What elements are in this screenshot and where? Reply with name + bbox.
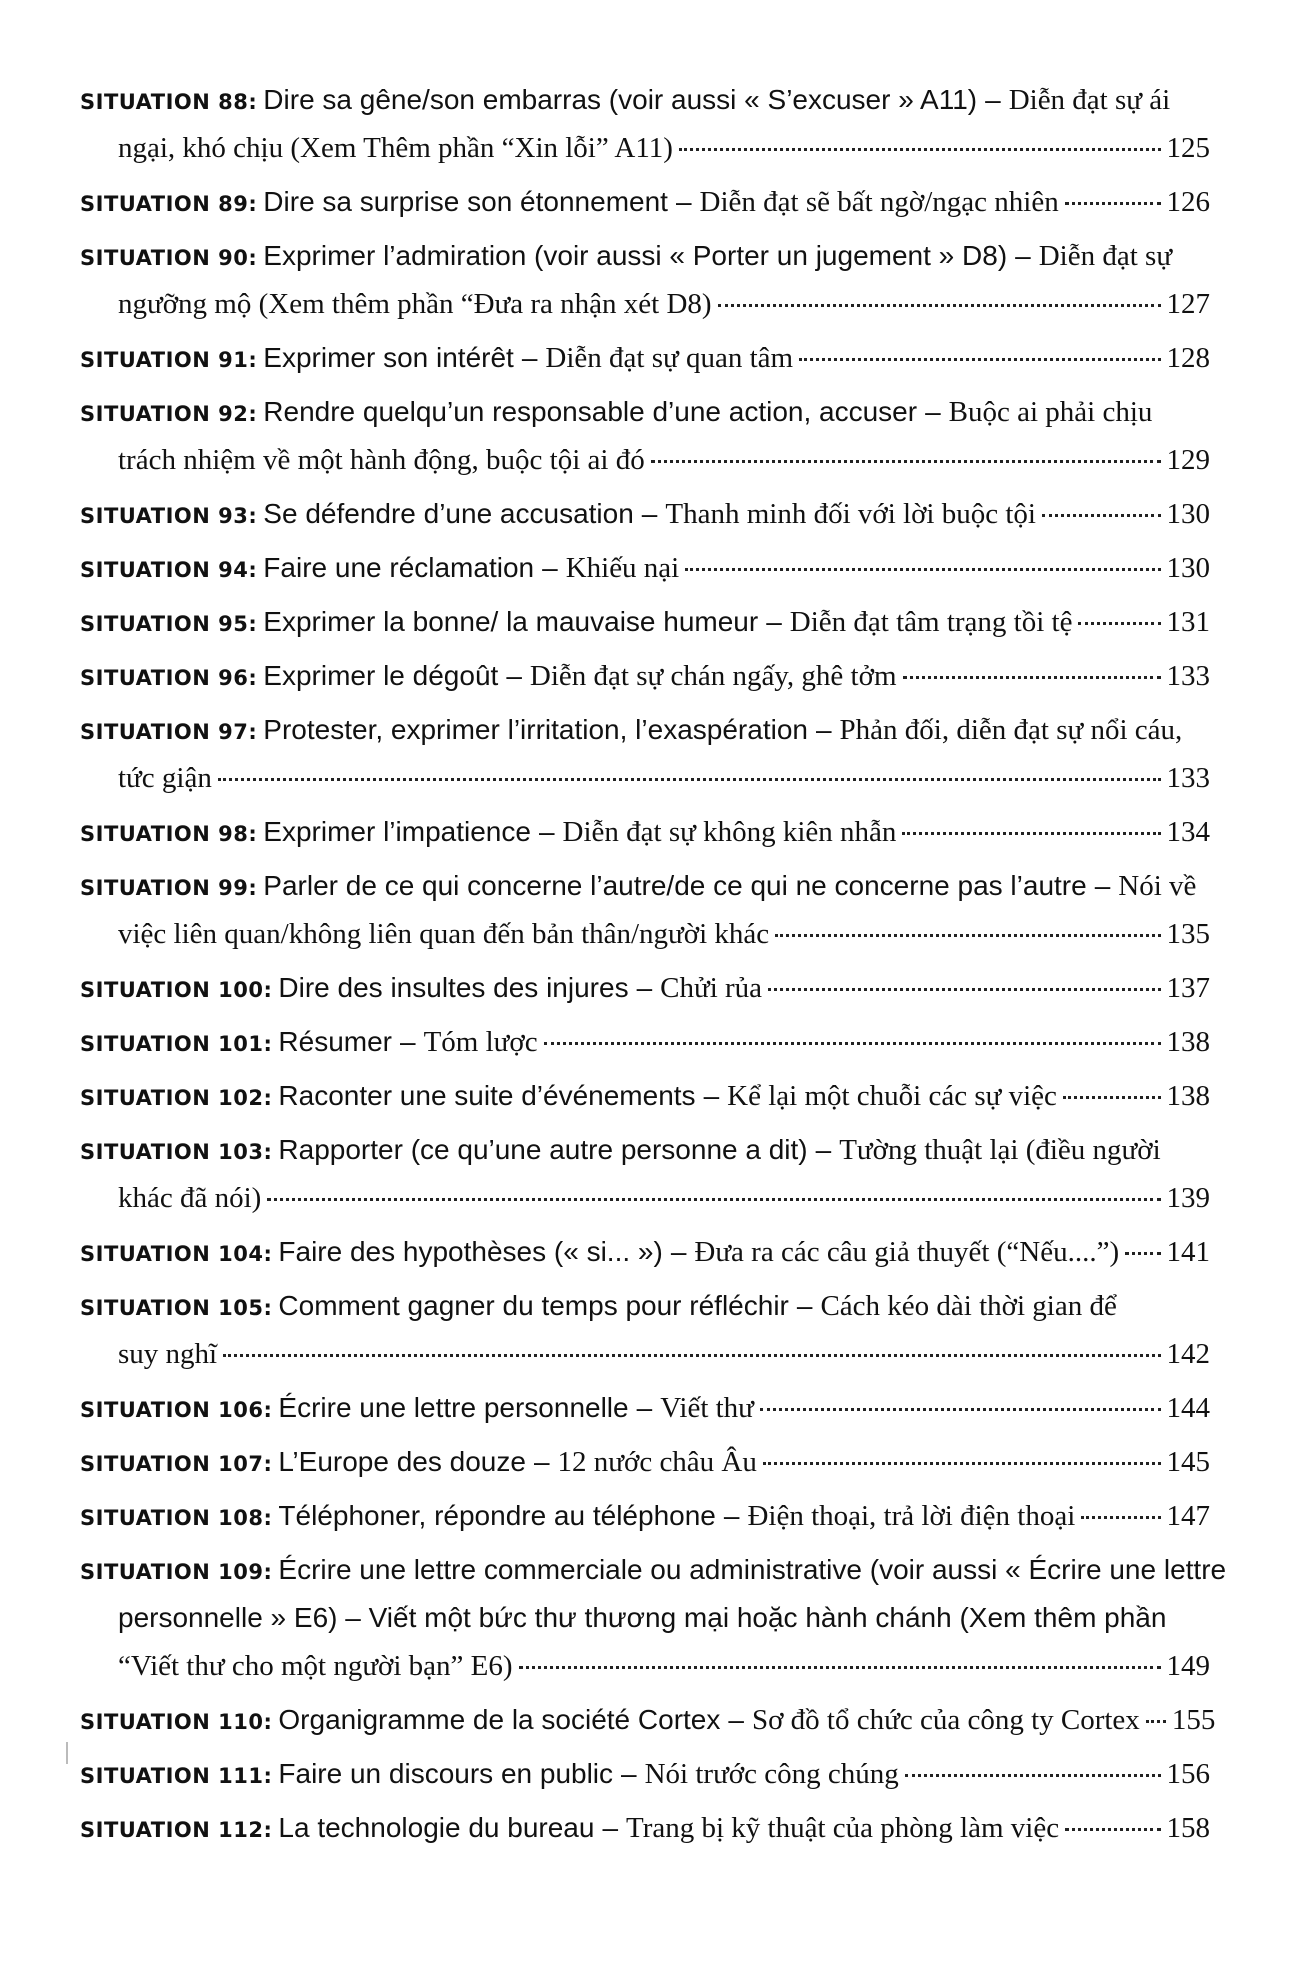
toc-entry-line xyxy=(80,1642,1210,1690)
title-separator: – xyxy=(728,1704,744,1735)
page-number: 125 xyxy=(1166,132,1210,164)
toc-entry-line xyxy=(80,862,1210,910)
toc-entry xyxy=(80,1750,1210,1798)
page-number: 142 xyxy=(1166,1338,1210,1370)
page-number: 138 xyxy=(1166,1026,1210,1058)
toc-entry-line xyxy=(80,334,1210,382)
page-number: 126 xyxy=(1166,186,1210,218)
vietnamese-title: Tóm lược xyxy=(423,1026,538,1058)
toc-entry-line xyxy=(80,1546,1227,1594)
page-number: 127 xyxy=(1166,288,1210,320)
vietnamese-title: Phản đối, diễn đạt sự nổi cáu, xyxy=(839,714,1183,746)
continuation-text: trách nhiệm về một hành động, buộc tội ai đó xyxy=(118,444,645,476)
page-number: 130 xyxy=(1166,498,1210,530)
toc-entry xyxy=(80,964,1210,1012)
french-title: Résumer xyxy=(278,1026,392,1057)
toc-entry-line xyxy=(80,598,1210,646)
vietnamese-title: Khiếu nại xyxy=(565,552,680,584)
vietnamese-title: Thanh minh đối với lời buộc tội xyxy=(665,498,1036,530)
french-title: Exprimer l’admiration (voir aussi « Porter un jugement » D8) xyxy=(263,240,1008,271)
vietnamese-title: Cách kéo dài thời gian để xyxy=(820,1290,1117,1322)
page-number: 158 xyxy=(1166,1812,1210,1844)
toc-entry-line xyxy=(80,1594,1210,1642)
french-title: Écrire une lettre commerciale ou administrative (voir aussi « Écrire une lettre xyxy=(278,1554,1227,1585)
french-title: Rendre quelqu’un responsable d’une action, accuser xyxy=(263,396,918,427)
dot-leader xyxy=(651,460,1161,463)
french-title: Dire sa surprise son étonnement xyxy=(263,186,668,217)
page-number: 155 xyxy=(1171,1704,1216,1736)
title-separator: – xyxy=(925,396,941,427)
toc-entry xyxy=(80,76,1210,172)
page-number: 144 xyxy=(1166,1392,1210,1424)
toc-entry-line xyxy=(80,1126,1210,1174)
situation-label: SITUATION 97: xyxy=(80,720,258,744)
continuation-text: tức giận xyxy=(118,762,212,794)
situation-label: SITUATION 109: xyxy=(80,1560,273,1584)
toc-entry xyxy=(80,862,1210,958)
vietnamese-title: Diễn đạt sẽ bất ngờ/ngạc nhiên xyxy=(699,186,1059,218)
situation-label: SITUATION 112: xyxy=(80,1818,273,1842)
toc-entry xyxy=(80,1546,1227,1690)
vietnamese-title: Trang bị kỹ thuật của phòng làm việc xyxy=(626,1812,1060,1844)
title-separator: – xyxy=(985,84,1001,115)
vietnamese-title: Diễn đạt sự ái xyxy=(1008,84,1171,116)
title-separator: – xyxy=(521,342,538,373)
page-number: 139 xyxy=(1166,1182,1210,1214)
dot-leader xyxy=(799,358,1160,361)
situation-label: SITUATION 100: xyxy=(80,978,273,1002)
table-of-contents xyxy=(80,76,1227,1858)
title-separator: – xyxy=(533,1446,550,1477)
toc-entry xyxy=(80,1126,1210,1222)
french-title: Protester, exprimer l’irritation, l’exaspération xyxy=(263,714,808,745)
title-separator: – xyxy=(542,552,558,583)
toc-entry-line xyxy=(80,1438,1210,1486)
toc-entry xyxy=(80,706,1210,802)
situation-label: SITUATION 99: xyxy=(80,876,258,900)
vietnamese-title: Điện thoại, trả lời điện thoại xyxy=(747,1500,1076,1532)
french-title: Organigramme de la société Cortex xyxy=(278,1704,721,1735)
vietnamese-title: 12 nước châu Âu xyxy=(557,1446,757,1478)
dot-leader xyxy=(763,1462,1161,1465)
toc-entry xyxy=(80,1492,1210,1540)
situation-label: SITUATION 104: xyxy=(80,1242,273,1266)
toc-entry xyxy=(80,334,1210,382)
situation-label: SITUATION 96: xyxy=(80,666,258,690)
situation-label: SITUATION 106: xyxy=(80,1398,273,1422)
toc-entry-line xyxy=(80,1072,1210,1120)
toc-entry xyxy=(80,808,1210,856)
dot-leader xyxy=(768,988,1160,991)
dot-leader xyxy=(679,148,1161,151)
dot-leader xyxy=(718,304,1161,307)
toc-entry-line xyxy=(80,124,1210,172)
situation-label: SITUATION 91: xyxy=(80,348,258,372)
title-separator: – xyxy=(815,1134,832,1165)
situation-label: SITUATION 108: xyxy=(80,1506,273,1530)
title-separator: – xyxy=(621,1758,637,1789)
situation-label: SITUATION 92: xyxy=(80,402,258,426)
page-number: 128 xyxy=(1166,342,1210,374)
title-separator: – xyxy=(703,1080,720,1111)
title-separator: – xyxy=(670,1236,687,1267)
toc-entry xyxy=(80,490,1210,538)
page-number: 138 xyxy=(1166,1080,1210,1112)
toc-entry-line xyxy=(80,1804,1210,1852)
toc-entry xyxy=(80,1228,1210,1276)
toc-entry-line xyxy=(80,808,1210,856)
dot-leader xyxy=(218,778,1161,781)
situation-label: SITUATION 98: xyxy=(80,822,258,846)
dot-leader xyxy=(1065,202,1161,205)
title-separator: – xyxy=(1015,240,1031,271)
title-separator: – xyxy=(636,1392,653,1423)
title-separator: – xyxy=(641,498,658,529)
vietnamese-title: Sơ đồ tổ chức của công ty Cortex xyxy=(751,1704,1140,1736)
toc-entry-line xyxy=(80,178,1210,226)
french-title: Se défendre d’une accusation xyxy=(263,498,634,529)
toc-entry xyxy=(80,544,1210,592)
french-title: Exprimer la bonne/ la mauvaise humeur xyxy=(263,606,759,637)
page-number: 129 xyxy=(1166,444,1210,476)
french-title: Dire des insultes des injures xyxy=(278,972,629,1003)
toc-entry xyxy=(80,652,1210,700)
toc-entry-line xyxy=(80,652,1210,700)
title-separator: – xyxy=(675,186,692,217)
toc-entry-line xyxy=(80,1282,1210,1330)
dot-leader xyxy=(905,1774,1161,1777)
situation-label: SITUATION 107: xyxy=(80,1452,273,1476)
toc-entry-line xyxy=(80,1384,1210,1432)
title-separator: – xyxy=(815,714,832,745)
page-number: 156 xyxy=(1166,1758,1210,1790)
vietnamese-title: Chửi rủa xyxy=(660,972,763,1004)
french-title: Faire des hypothèses (« si... ») xyxy=(278,1236,663,1267)
title-separator: – xyxy=(636,972,653,1003)
toc-entry-line xyxy=(80,754,1210,802)
toc-entry xyxy=(80,1384,1210,1432)
page-number: 131 xyxy=(1166,606,1210,638)
toc-entry-line xyxy=(80,280,1210,328)
vietnamese-title: Nói trước công chúng xyxy=(644,1758,899,1790)
toc-entry xyxy=(80,232,1210,328)
page-number: 130 xyxy=(1166,552,1210,584)
toc-entry xyxy=(80,598,1210,646)
dot-leader xyxy=(267,1198,1160,1201)
situation-label: SITUATION 102: xyxy=(80,1086,273,1110)
toc-entry-line xyxy=(80,910,1210,958)
continuation-text: “Viết thư cho một người bạn” E6) xyxy=(118,1650,513,1682)
vietnamese-title: Diễn đạt sự xyxy=(1038,240,1173,272)
toc-entry xyxy=(80,1438,1210,1486)
toc-entry-line xyxy=(80,1696,1216,1744)
dot-leader xyxy=(902,832,1160,835)
title-separator: – xyxy=(766,606,782,637)
french-title: Écrire une lettre personnelle xyxy=(278,1392,629,1423)
vietnamese-title: Viết thư xyxy=(660,1392,754,1424)
french-title: Faire une réclamation xyxy=(263,552,535,583)
situation-label: SITUATION 111: xyxy=(80,1764,273,1788)
french-title: Téléphoner, répondre au téléphone xyxy=(278,1500,716,1531)
situation-label: SITUATION 110: xyxy=(80,1710,273,1734)
dot-leader xyxy=(519,1666,1161,1669)
situation-label: SITUATION 89: xyxy=(80,192,258,216)
french-title: Exprimer le dégoût xyxy=(263,660,499,691)
toc-entry-line xyxy=(80,1174,1210,1222)
dot-leader xyxy=(1125,1252,1160,1255)
vietnamese-title: Nói về xyxy=(1118,870,1197,902)
toc-entry xyxy=(80,388,1210,484)
dot-leader xyxy=(1146,1720,1166,1723)
dot-leader xyxy=(1042,514,1161,517)
vietnamese-title: Diễn đạt sự không kiên nhẫn xyxy=(562,816,897,848)
dot-leader xyxy=(544,1042,1161,1045)
dot-leader xyxy=(775,934,1160,937)
continuation-text: khác đã nói) xyxy=(118,1182,262,1214)
french-title: L’Europe des douze xyxy=(278,1446,526,1477)
dot-leader xyxy=(1078,622,1160,625)
situation-label: SITUATION 94: xyxy=(80,558,258,582)
french-title: Dire sa gêne/son embarras (voir aussi « S’excuser » A11) xyxy=(263,84,978,115)
dot-leader xyxy=(223,1354,1160,1357)
french-title: Exprimer son intérêt xyxy=(263,342,514,373)
page-number: 145 xyxy=(1166,1446,1210,1478)
continuation-text: việc liên quan/không liên quan đến bản thân/người khác xyxy=(118,918,770,950)
vietnamese-title: Diễn đạt sự chán ngấy, ghê tởm xyxy=(529,660,897,692)
continuation-text: ngưỡng mộ (Xem thêm phần “Đưa ra nhận xét D8) xyxy=(118,288,712,320)
toc-entry-line xyxy=(80,1492,1210,1540)
toc-entry-line xyxy=(80,388,1210,436)
french-title: Faire un discours en public xyxy=(278,1758,614,1789)
page-number: 133 xyxy=(1166,660,1210,692)
toc-entry-line xyxy=(80,544,1210,592)
french-title: Raconter une suite d’événements xyxy=(278,1080,696,1111)
french-title: Comment gagner du temps pour réfléchir xyxy=(278,1290,789,1321)
page-number: 147 xyxy=(1166,1500,1210,1532)
toc-entry-line xyxy=(80,76,1210,124)
vietnamese-title: Tường thuật lại (điều người xyxy=(839,1134,1161,1166)
vietnamese-title: Diễn đạt tâm trạng tồi tệ xyxy=(789,606,1073,638)
french-title: Rapporter (ce qu’une autre personne a dit) xyxy=(278,1134,808,1165)
vietnamese-title: Đưa ra các câu giả thuyết (“Nếu....”) xyxy=(694,1236,1120,1268)
dot-leader xyxy=(1081,1516,1160,1519)
page-number: 149 xyxy=(1166,1650,1210,1682)
situation-label: SITUATION 93: xyxy=(80,504,258,528)
toc-entry-line xyxy=(80,436,1210,484)
toc-entry-line xyxy=(80,1228,1210,1276)
french-title: Parler de ce qui concerne l’autre/de ce qui ne concerne pas l’autre xyxy=(263,870,1087,901)
title-separator: – xyxy=(723,1500,740,1531)
vietnamese-title: Buộc ai phải chịu xyxy=(948,396,1153,428)
situation-label: SITUATION 105: xyxy=(80,1296,273,1320)
title-separator: – xyxy=(538,816,555,847)
toc-entry xyxy=(80,1072,1210,1120)
toc-entry xyxy=(80,178,1210,226)
situation-label: SITUATION 103: xyxy=(80,1140,273,1164)
continuation-text: ngại, khó chịu (Xem Thêm phần “Xin lỗi” A11) xyxy=(118,132,673,164)
dot-leader xyxy=(685,568,1160,571)
toc-entry-line xyxy=(80,232,1210,280)
toc-entry-line xyxy=(80,1018,1210,1066)
toc-entry xyxy=(80,1804,1210,1852)
dot-leader xyxy=(1063,1096,1161,1099)
toc-entry-line xyxy=(80,706,1210,754)
french-title: Exprimer l’impatience xyxy=(263,816,531,847)
page-number: 135 xyxy=(1166,918,1210,950)
situation-label: SITUATION 101: xyxy=(80,1032,273,1056)
vietnamese-title: Kể lại một chuỗi các sự việc xyxy=(727,1080,1057,1112)
continuation-text: suy nghĩ xyxy=(118,1338,218,1370)
situation-label: SITUATION 88: xyxy=(80,90,258,114)
margin-mark xyxy=(66,1742,68,1764)
page-number: 134 xyxy=(1166,816,1210,848)
toc-entry-line xyxy=(80,964,1210,1012)
continuation-text: personnelle » E6) – Viết một bức thư thương mại hoặc hành chánh (Xem thêm phần xyxy=(118,1602,1167,1633)
toc-entry-line xyxy=(80,1330,1210,1378)
title-separator: – xyxy=(1094,870,1111,901)
situation-label: SITUATION 95: xyxy=(80,612,258,636)
toc-entry-line xyxy=(80,1750,1210,1798)
page-number: 137 xyxy=(1166,972,1210,1004)
title-separator: – xyxy=(602,1812,619,1843)
situation-label: SITUATION 90: xyxy=(80,246,258,270)
toc-entry xyxy=(80,1696,1216,1744)
french-title: La technologie du bureau xyxy=(278,1812,595,1843)
title-separator: – xyxy=(400,1026,416,1057)
toc-entry-line xyxy=(80,490,1210,538)
vietnamese-title: Diễn đạt sự quan tâm xyxy=(545,342,794,374)
title-separator: – xyxy=(506,660,522,691)
dot-leader xyxy=(903,676,1161,679)
toc-entry xyxy=(80,1018,1210,1066)
dot-leader xyxy=(1065,1828,1160,1831)
toc-entry xyxy=(80,1282,1210,1378)
title-separator: – xyxy=(796,1290,813,1321)
page-number: 141 xyxy=(1166,1236,1210,1268)
dot-leader xyxy=(760,1408,1161,1411)
page-number: 133 xyxy=(1166,762,1210,794)
